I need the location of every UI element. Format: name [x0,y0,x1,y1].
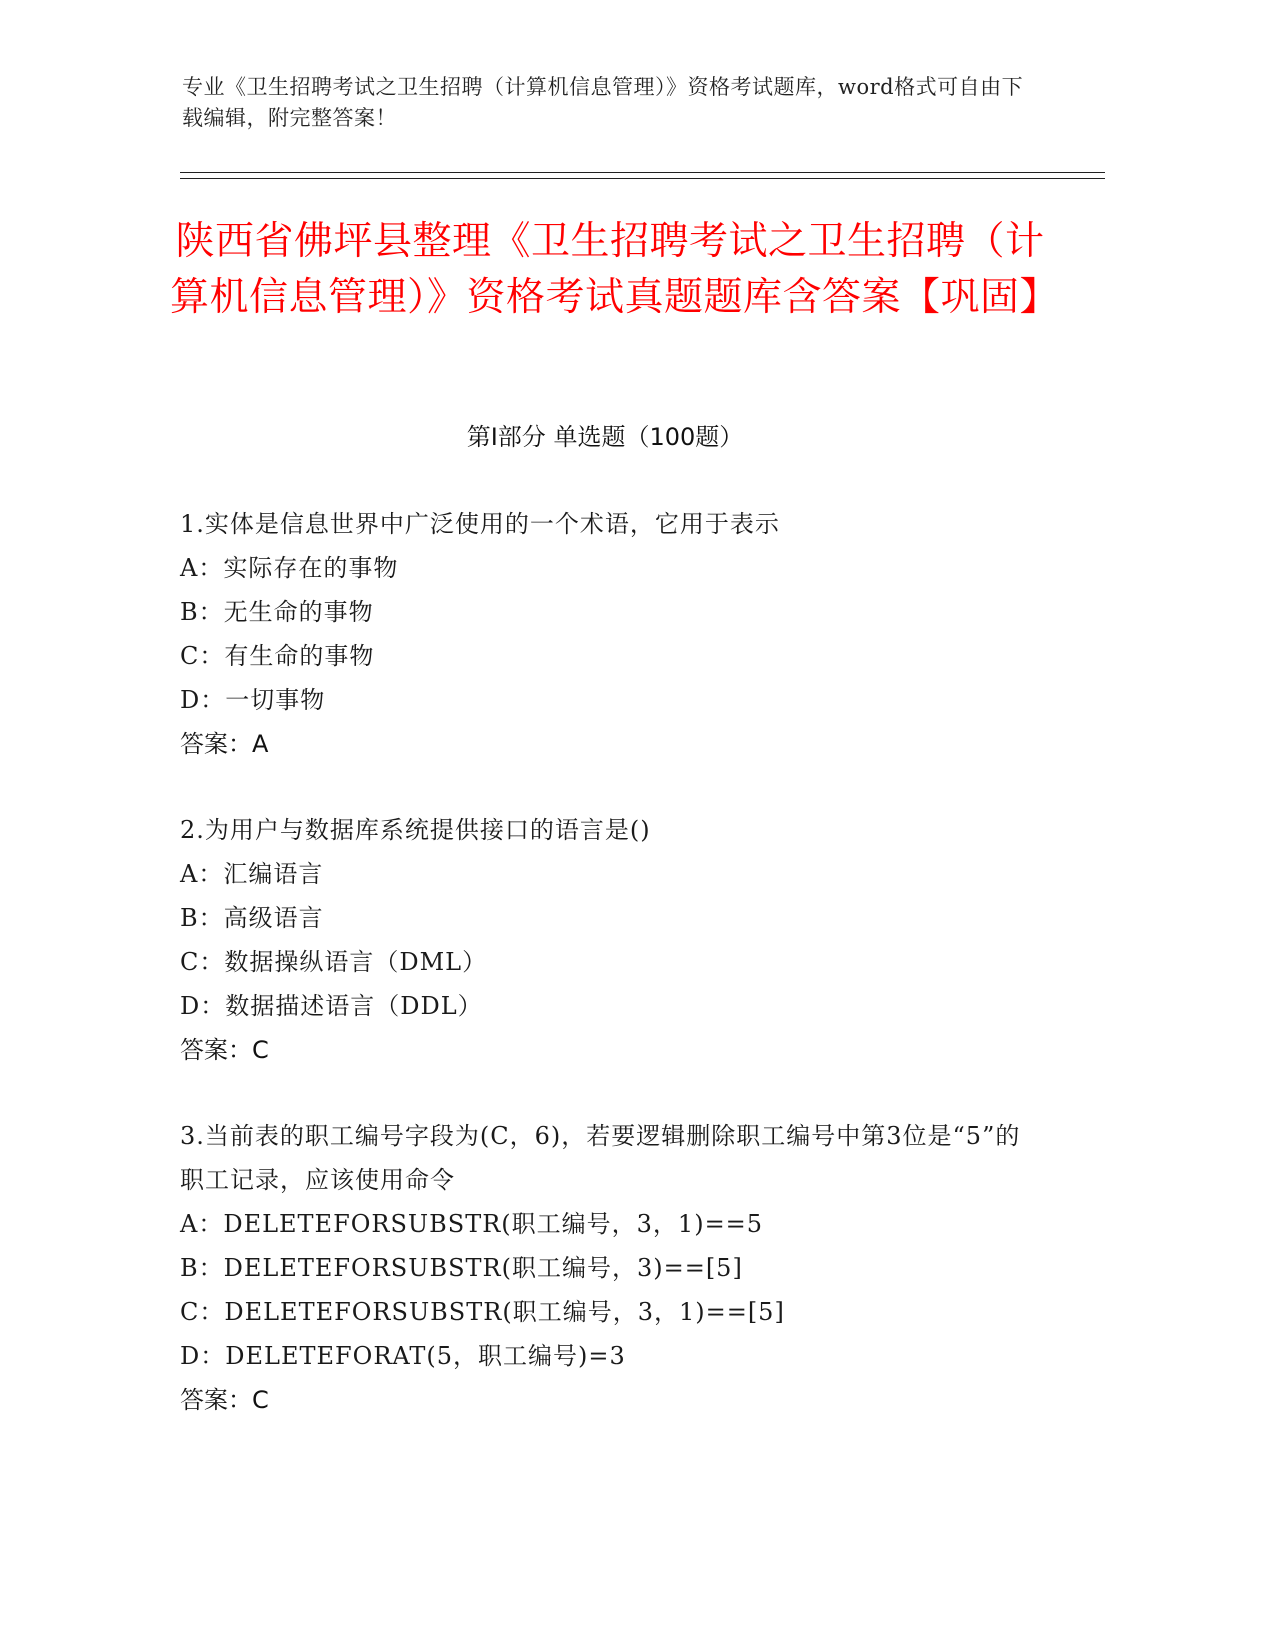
question-1 [180,502,1040,766]
option-c: C：有生命的事物 [180,642,375,670]
section-title: 第Ⅰ部分 单选题（100题） [466,423,744,451]
question-stem: 3.当前表的职工编号字段为(C，6)，若要逻辑删除职工编号中第3位是“5”的职工记录，应该使用命令 [180,1122,1021,1194]
option-b: B：高级语言 [180,904,324,932]
option-b: B：DELETEFORSUBSTR(职工编号，3)==[5] [180,1254,743,1282]
answer: 答案：C [180,1386,269,1414]
question-3 [180,1114,1040,1422]
header-divider-thick [180,172,1105,173]
question-2 [180,808,1040,1072]
answer: 答案：C [180,1036,269,1064]
document-title: 陕西省佛坪县整理《卫生招聘考试之卫生招聘（计算机信息管理）》资格考试真题题库含答案【巩固】 [170,219,1060,320]
intro-text: 专业《卫生招聘考试之卫生招聘（计算机信息管理）》资格考试题库，word格式可自由下载编辑，附完整答案！ [182,75,1024,130]
option-a: A：实际存在的事物 [180,554,399,582]
answer: 答案：A [180,730,269,758]
option-a: A：汇编语言 [180,860,324,888]
option-d: D：数据描述语言（DDL） [180,992,483,1020]
option-c: C：数据操纵语言（DML） [180,948,488,976]
question-stem: 1.实体是信息世界中广泛使用的一个术语，它用于表示 [180,510,780,538]
question-stem: 2.为用户与数据库系统提供接口的语言是() [180,816,651,844]
header-divider-thin [180,178,1105,179]
option-d: D：一切事物 [180,686,326,714]
option-b: B：无生命的事物 [180,598,374,626]
option-a: A：DELETEFORSUBSTR(职工编号，3，1)==5 [180,1210,764,1238]
option-d: D：DELETEFORAT(5，职工编号)=3 [180,1342,626,1370]
option-c: C：DELETEFORSUBSTR(职工编号，3，1)==[5] [180,1298,785,1326]
